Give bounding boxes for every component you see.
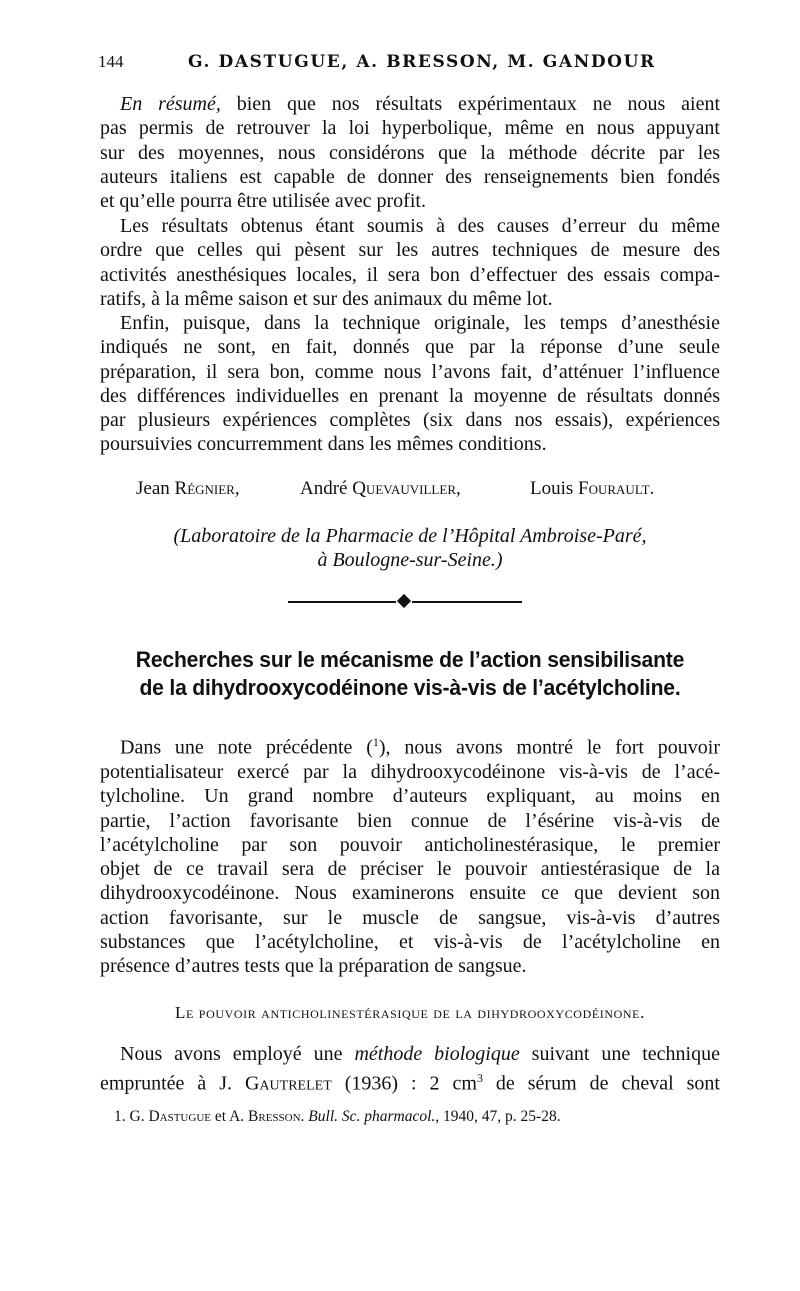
paragraph-errors xyxy=(100,214,720,311)
text-line: préparation, il sera bon, comme nous l’avons fait, d’atténuer l’influence xyxy=(100,360,720,383)
article-title-line: de la dihydrooxycodéinone vis-à-vis de l’acétylcholine. xyxy=(139,675,681,700)
text-line: dihydrooxycodéinone. Nous examinerons ensuite ce que devient son xyxy=(100,882,720,905)
text-line: et qu’elle pourra être utilisée avec profit. xyxy=(100,190,426,213)
author-signatures xyxy=(136,478,684,506)
text-line: En résumé, bien que nos résultats expérimentaux ne nous aient xyxy=(120,93,720,115)
text-line: Les résultats obtenus étant soumis à des causes d’erreur du même xyxy=(120,215,720,237)
text-line: auteurs italiens est capable de donner des renseignements bien fondés xyxy=(100,165,720,188)
page-number: 144 xyxy=(98,52,124,71)
text-line: substances que l’acétylcholine, et vis-à-vis de l’acétylcholine en xyxy=(100,931,720,954)
section-divider-ornament xyxy=(288,592,522,612)
text-line: objet de ce travail sera de préciser le pouvoir antiestérasique de la xyxy=(100,858,720,881)
text-line: Nous avons employé une méthode biologique suivant une technique xyxy=(120,1043,720,1065)
text-line: empruntée à J. Gautrelet (1936) : 2 $cm^3$ de sérum de cheval sont xyxy=(100,1071,720,1095)
paragraph-introduction xyxy=(100,730,720,979)
diamond-icon xyxy=(397,594,411,608)
text-line: indiqués ne sont, en fait, donnés que par la réponse d’une seule xyxy=(100,336,720,359)
text-line: des différences individuelles en prenant la moyenne de résultats donnés xyxy=(100,384,720,407)
text-line: sur des moyennes, nous considérons que la méthode décrite par les xyxy=(100,141,720,164)
text-line: action favorisante, sur le muscle de sangsue, vis-à-vis d’autres xyxy=(100,906,720,929)
divider-line xyxy=(412,601,522,603)
text-line: l’acétylcholine par son pouvoir anticholinestérasique, le premier xyxy=(100,833,720,856)
text-line: présence d’autres tests que la préparation de sangsue. xyxy=(100,955,527,978)
text-line: Dans une note précédente ($^1$), nous avons montré le fort pouvoir xyxy=(120,735,720,759)
author-name: André Quevauviller, xyxy=(300,478,461,499)
text-line: ratifs, à la même saison et sur des animaux du même lot. xyxy=(100,287,553,310)
section-heading: Le pouvoir anticholinestérasique de la dihydrooxycodéinone. xyxy=(175,1003,645,1022)
paragraph-summary xyxy=(100,92,720,213)
text-line: ordre que celles qui pèsent sur les autres techniques de mesure des xyxy=(100,239,720,262)
author-name: Jean Régnier, xyxy=(136,478,240,499)
affiliation-line: (Laboratoire de la Pharmacie de l’Hôpital Ambroise-Paré, xyxy=(173,525,647,547)
text-line: tylcholine. Un grand nombre d’auteurs expliquant, au moins en xyxy=(100,785,720,808)
text-line: partie, l’action favorisante bien connue de l’ésérine vis-à-vis de xyxy=(100,809,720,832)
running-head xyxy=(98,52,720,78)
paragraph-conclusion xyxy=(100,311,720,457)
article-title xyxy=(112,646,707,702)
text-line: pas permis de retrouver la loi hyperbolique, même en nous appuyant xyxy=(100,117,720,140)
text-line: potentialisateur exercé par la dihydrooxycodéinone vis-à-vis de l’acé- xyxy=(100,760,720,783)
affiliation xyxy=(140,524,680,572)
affiliation-line: à Boulogne-sur-Seine.) xyxy=(317,549,503,571)
author-name: Louis Fourault. xyxy=(530,478,655,499)
paragraph-method xyxy=(100,1042,720,1096)
text-line: poursuivies concurremment dans les mêmes conditions. xyxy=(100,433,547,456)
text-line: par plusieurs expériences complètes (six dans nos essais), expériences xyxy=(100,409,720,432)
footnote: 1. G. Dastugue et A. Bresson. Bull. Sc. pharmacol., 1940, 47, p. 25-28. xyxy=(114,1108,561,1125)
article-title-line: Recherches sur le mécanisme de l’action sensibilisante xyxy=(135,647,685,672)
text-line: activités anesthésiques locales, il sera bon d’effectuer des essais compa- xyxy=(100,263,720,286)
text-line: Enfin, puisque, dans la technique originale, les temps d’anesthésie xyxy=(120,312,720,334)
divider-line xyxy=(288,601,396,603)
running-title: G. DASTUGUE, A. BRESSON, M. GANDOUR xyxy=(188,52,656,72)
footnote-ref: 1 xyxy=(372,735,379,749)
